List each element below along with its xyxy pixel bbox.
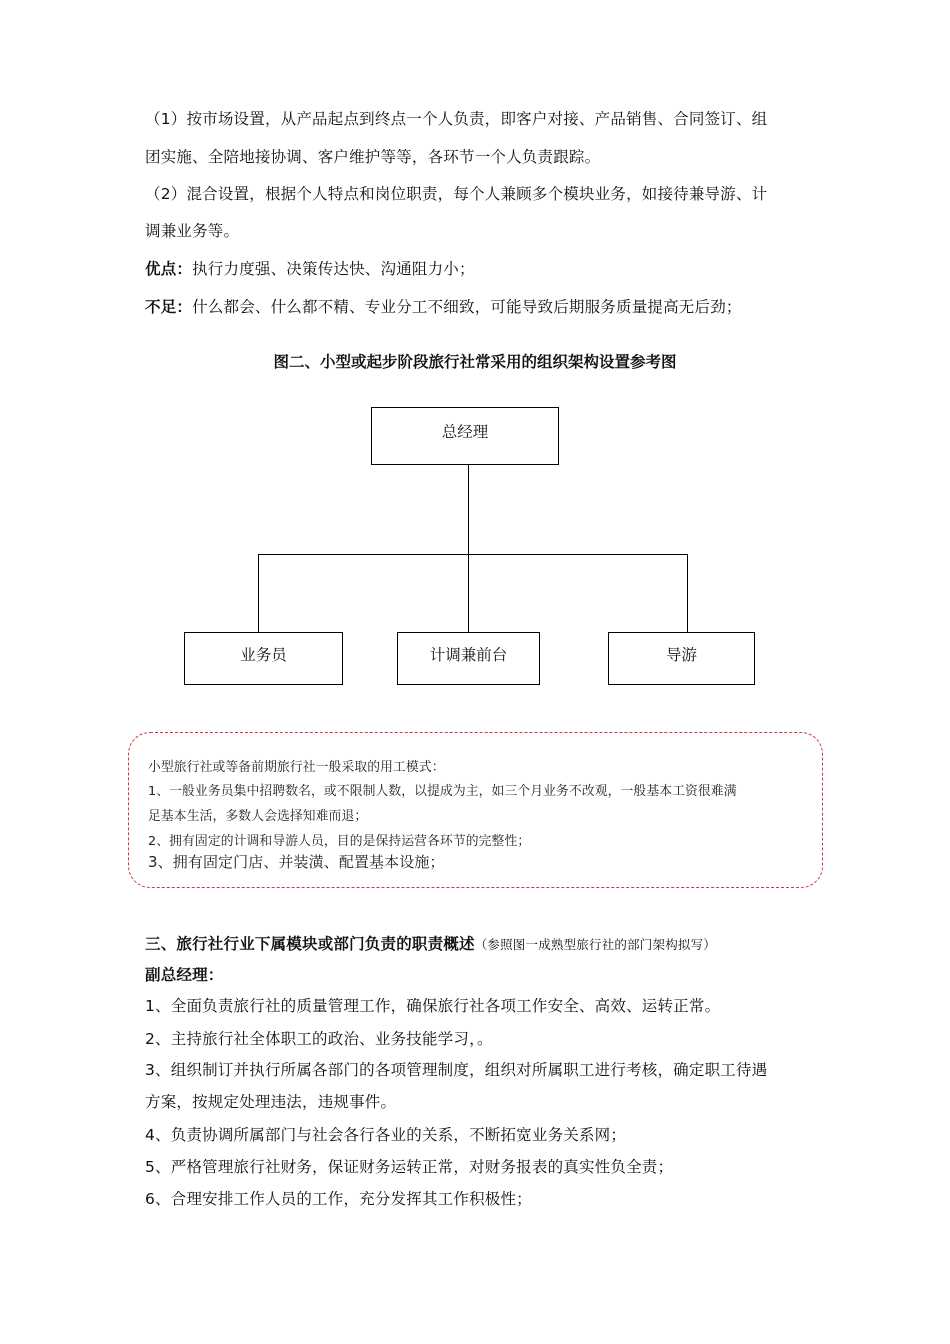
para2-line2: 调兼业务等。 bbox=[145, 222, 240, 240]
duty-item-1: 1、全面负责旅行社的质量管理工作，确保旅行社各项工作安全、高效、运转正常。 bbox=[145, 997, 721, 1015]
org-node-child-3: 导游 bbox=[608, 632, 755, 685]
duty-item-4: 4、负责协调所属部门与社会各行各业的关系，不断拓宽业务关系网； bbox=[145, 1126, 627, 1144]
note-item2: 2、拥有固定的计调和导游人员，目的是保持运营各环节的完整性； bbox=[148, 834, 531, 849]
connector-left bbox=[258, 554, 259, 632]
section3-heading-note: （参照图一成熟型旅行社的部门架构拟写） bbox=[474, 937, 717, 952]
duty-item-2: 2、主持旅行社全体职工的政治、业务技能学习，。 bbox=[145, 1030, 493, 1048]
connector-horizontal bbox=[258, 554, 688, 555]
note-item1-line2: 足基本生活，多数人会选择知难而退； bbox=[148, 809, 368, 824]
para1-line2: 团实施、全陪地接协调、客户维护等等，各环节一个人负责跟踪。 bbox=[145, 148, 601, 166]
connector-middle bbox=[468, 554, 469, 632]
cons-label: 不足： bbox=[145, 298, 193, 316]
note-item1-line1: 1、一般业务员集中招聘数名，或不限制人数，以提成为主，如三个月业务不改观，一般基本工资很难满 bbox=[148, 784, 737, 799]
duty-item-5: 5、严格管理旅行社财务，保证财务运转正常，对财务报表的真实性负全责； bbox=[145, 1158, 674, 1176]
cons-line bbox=[145, 288, 813, 326]
pros-text: 执行力度强、决策传达快、沟通阻力小； bbox=[192, 260, 475, 278]
connector-vertical-main bbox=[468, 465, 469, 554]
section3-subheading: 副总经理： bbox=[145, 966, 224, 984]
section3-heading: 三、旅行社行业下属模块或部门负责的职责概述 bbox=[145, 935, 475, 953]
para1-line1: （1）按市场设置，从产品起点到终点一个人负责，即客户对接、产品销售、合同签订、组 bbox=[145, 110, 768, 128]
pros-label: 优点： bbox=[145, 260, 193, 278]
note-title: 小型旅行社或等备前期旅行社一般采取的用工模式： bbox=[148, 760, 445, 775]
cons-text: 什么都会、什么都不精、专业分工不细致，可能导致后期服务质量提高无后劲； bbox=[192, 298, 742, 316]
pros-line bbox=[145, 250, 813, 288]
para2-line1: （2）混合设置，根据个人特点和岗位职责，每个人兼顾多个模块业务，如接待兼导游、计 bbox=[145, 185, 768, 203]
connector-right bbox=[687, 554, 688, 632]
figure-title: 图二、小型或起步阶段旅行社常采用的组织架构设置参考图 bbox=[273, 353, 677, 371]
org-node-child-1: 业务员 bbox=[184, 632, 343, 685]
duty-item-3: 3、组织制订并执行所属各部门的各项管理制度，组织对所属职工进行考核，确定职工待遇 bbox=[145, 1061, 768, 1079]
duty-item-6: 6、合理安排工作人员的工作，充分发挥其工作积极性； bbox=[145, 1190, 532, 1208]
note-item3: 3、拥有固定门店、并装潢、配置基本设施； bbox=[148, 853, 445, 871]
org-node-top: 总经理 bbox=[371, 407, 559, 465]
org-node-child-2: 计调兼前台 bbox=[397, 632, 540, 685]
duty-item-3-cont: 方案，按规定处理违法，违规事件。 bbox=[145, 1093, 397, 1111]
